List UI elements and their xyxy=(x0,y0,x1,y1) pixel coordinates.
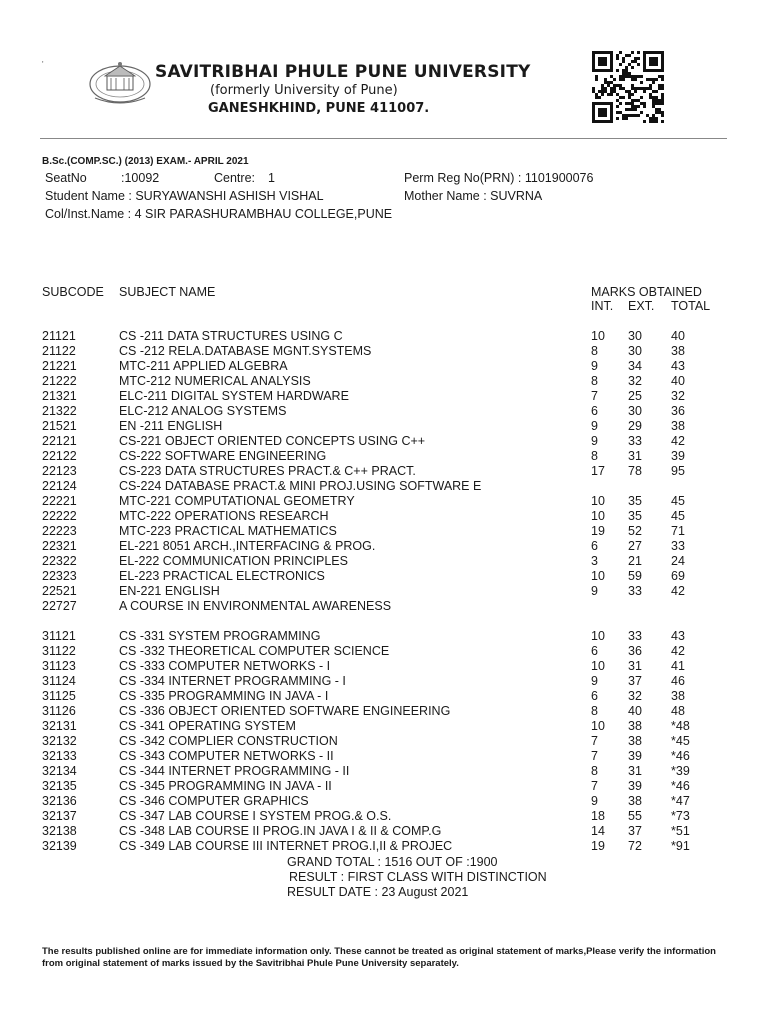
marks-int: 9 xyxy=(591,674,598,688)
marks-ext: 21 xyxy=(628,554,642,568)
marks-int: 7 xyxy=(591,389,598,403)
subject-name: EN-221 ENGLISH xyxy=(119,584,220,598)
table-row xyxy=(0,464,768,479)
centre-label: Centre: xyxy=(214,171,255,185)
marks-int: 8 xyxy=(591,344,598,358)
subject-code: 22122 xyxy=(42,449,77,463)
marks-total: 46 xyxy=(671,674,685,688)
marks-total: 71 xyxy=(671,524,685,538)
marks-ext: 31 xyxy=(628,764,642,778)
subject-name: CS-221 OBJECT ORIENTED CONCEPTS USING C++ xyxy=(119,434,426,448)
marks-total: *48 xyxy=(671,719,690,733)
table-row xyxy=(0,539,768,554)
marks-total: 38 xyxy=(671,344,685,358)
marks-total: *91 xyxy=(671,839,690,853)
table-row xyxy=(0,704,768,719)
marks-total: 42 xyxy=(671,584,685,598)
marks-int: 6 xyxy=(591,644,598,658)
marks-total: 38 xyxy=(671,689,685,703)
subject-code: 32134 xyxy=(42,764,77,778)
table-row xyxy=(0,329,768,344)
subject-name: CS -343 COMPUTER NETWORKS - II xyxy=(119,749,334,763)
header-subcode: SUBCODE xyxy=(42,285,104,299)
marks-int: 19 xyxy=(591,524,605,538)
marks-int: 10 xyxy=(591,659,605,673)
table-row xyxy=(0,779,768,794)
table-row xyxy=(0,764,768,779)
subject-name: CS -212 RELA.DATABASE MGNT.SYSTEMS xyxy=(119,344,372,358)
marks-ext: 40 xyxy=(628,704,642,718)
marks-total: 42 xyxy=(671,434,685,448)
marks-int: 6 xyxy=(591,689,598,703)
subject-code: 31123 xyxy=(42,659,76,673)
marks-ext: 55 xyxy=(628,809,642,823)
subject-name: CS -211 DATA STRUCTURES USING C xyxy=(119,329,343,343)
table-row xyxy=(0,404,768,419)
marks-total: 45 xyxy=(671,494,685,508)
table-row xyxy=(0,629,768,644)
subject-code: 22222 xyxy=(42,509,77,523)
marks-ext: 37 xyxy=(628,674,642,688)
subject-name: MTC-221 COMPUTATIONAL GEOMETRY xyxy=(119,494,355,508)
subject-name: CS -331 SYSTEM PROGRAMMING xyxy=(119,629,321,643)
marks-ext: 35 xyxy=(628,494,642,508)
table-row xyxy=(0,644,768,659)
table-row xyxy=(0,824,768,839)
subject-name: CS -341 OPERATING SYSTEM xyxy=(119,719,296,733)
marks-ext: 30 xyxy=(628,344,642,358)
table-row xyxy=(0,509,768,524)
marks-total: *39 xyxy=(671,764,690,778)
student-name: Student Name : SURYAWANSHI ASHISH VISHAL xyxy=(45,189,324,203)
table-row xyxy=(0,344,768,359)
subject-code: 21121 xyxy=(42,329,76,343)
marks-int: 8 xyxy=(591,704,598,718)
subject-name: EL-221 8051 ARCH.,INTERFACING & PROG. xyxy=(119,539,376,553)
marks-ext: 35 xyxy=(628,509,642,523)
marks-ext: 32 xyxy=(628,689,642,703)
college-name: Col/Inst.Name : 4 SIR PARASHURAMBHAU COLLEGE,PUNE xyxy=(45,207,393,221)
marks-int: 8 xyxy=(591,374,598,388)
subject-name: CS -333 COMPUTER NETWORKS - I xyxy=(119,659,331,673)
marks-ext: 59 xyxy=(628,569,642,583)
table-row xyxy=(0,839,768,854)
table-row xyxy=(0,734,768,749)
marks-ext: 52 xyxy=(628,524,642,538)
subject-name: ELC-211 DIGITAL SYSTEM HARDWARE xyxy=(119,389,349,403)
header-marks-obtained: MARKS OBTAINED xyxy=(591,285,702,299)
table-row xyxy=(0,719,768,734)
marks-int: 17 xyxy=(591,464,605,478)
marks-total: *47 xyxy=(671,794,690,808)
subject-name: CS-222 SOFTWARE ENGINEERING xyxy=(119,449,327,463)
subject-code: 22521 xyxy=(42,584,77,598)
table-row xyxy=(0,674,768,689)
corner-tick: ' xyxy=(42,60,44,69)
subject-name: A COURSE IN ENVIRONMENTAL AWARENESS xyxy=(119,599,392,613)
marks-total: 33 xyxy=(671,539,685,553)
marks-total: 40 xyxy=(671,374,685,388)
marks-ext: 31 xyxy=(628,659,642,673)
table-row xyxy=(0,569,768,584)
table-row xyxy=(0,524,768,539)
marks-total: 38 xyxy=(671,419,685,433)
table-row xyxy=(0,434,768,449)
subject-code: 22223 xyxy=(42,524,77,538)
university-address: GANESHKHIND, PUNE 411007. xyxy=(208,101,430,116)
subject-name: CS -336 OBJECT ORIENTED SOFTWARE ENGINEERING xyxy=(119,704,451,718)
subject-code: 21322 xyxy=(42,404,77,418)
grand-total: GRAND TOTAL : 1516 OUT OF :1900 xyxy=(287,855,498,869)
subject-name: CS -345 PROGRAMMING IN JAVA - II xyxy=(119,779,332,793)
header-ext: EXT. xyxy=(628,299,655,313)
marks-total: 95 xyxy=(671,464,685,478)
marks-ext: 30 xyxy=(628,329,642,343)
subject-name: CS -342 COMPLIER CONSTRUCTION xyxy=(119,734,338,748)
table-row xyxy=(0,419,768,434)
header-int: INT. xyxy=(591,299,614,313)
subject-name: ELC-212 ANALOG SYSTEMS xyxy=(119,404,287,418)
subject-name: MTC-223 PRACTICAL MATHEMATICS xyxy=(119,524,337,538)
marks-ext: 39 xyxy=(628,779,642,793)
subject-code: 22121 xyxy=(42,434,77,448)
table-row xyxy=(0,599,768,614)
prn-number: Perm Reg No(PRN) : 1101900076 xyxy=(404,171,594,185)
subject-name: MTC-212 NUMERICAL ANALYSIS xyxy=(119,374,311,388)
marks-total: 40 xyxy=(671,329,685,343)
subject-code: 22221 xyxy=(42,494,77,508)
table-row xyxy=(0,659,768,674)
marks-ext: 32 xyxy=(628,374,642,388)
marks-int: 9 xyxy=(591,794,598,808)
marks-int: 10 xyxy=(591,629,605,643)
marks-total: *73 xyxy=(671,809,690,823)
marks-ext: 36 xyxy=(628,644,642,658)
subject-name: CS-224 DATABASE PRACT.& MINI PROJ.USING SOFTWARE E xyxy=(119,479,482,493)
table-row xyxy=(0,449,768,464)
marks-total: *46 xyxy=(671,749,690,763)
marks-total: 32 xyxy=(671,389,685,403)
subject-name: EL-223 PRACTICAL ELECTRONICS xyxy=(119,569,325,583)
disclaimer-text: The results published online are for immediate information only. These cannot be treated as original statement of marks,Please verify the information from original statement of marks issued by the Savitribhai Phule Pune University separately. xyxy=(42,946,716,969)
table-row xyxy=(0,794,768,809)
marks-int: 3 xyxy=(591,554,598,568)
subject-code: 32132 xyxy=(42,734,77,748)
subject-name: EN -211 ENGLISH xyxy=(119,419,223,433)
subject-name: CS -334 INTERNET PROGRAMMING - I xyxy=(119,674,346,688)
subject-name: CS -347 LAB COURSE I SYSTEM PROG.& O.S. xyxy=(119,809,392,823)
result-date: RESULT DATE : 23 August 2021 xyxy=(287,885,469,899)
marks-total: 39 xyxy=(671,449,685,463)
subject-code: 21222 xyxy=(42,374,77,388)
marks-total: 48 xyxy=(671,704,685,718)
marks-ext: 30 xyxy=(628,404,642,418)
marks-ext: 33 xyxy=(628,584,642,598)
subject-name: EL-222 COMMUNICATION PRINCIPLES xyxy=(119,554,348,568)
subject-name: CS -344 INTERNET PROGRAMMING - II xyxy=(119,764,350,778)
marks-ext: 31 xyxy=(628,449,642,463)
table-row xyxy=(0,689,768,704)
marks-int: 10 xyxy=(591,494,605,508)
exam-title: B.Sc.(COMP.SC.) (2013) EXAM.- APRIL 2021 xyxy=(42,156,249,167)
marks-int: 8 xyxy=(591,764,598,778)
marks-total: 36 xyxy=(671,404,685,418)
subject-code: 21321 xyxy=(42,389,77,403)
marks-int: 9 xyxy=(591,434,598,448)
result: RESULT : FIRST CLASS WITH DISTINCTION xyxy=(289,870,547,884)
marks-int: 6 xyxy=(591,539,598,553)
marks-int: 14 xyxy=(591,824,605,838)
marks-int: 9 xyxy=(591,359,598,373)
subject-code: 21521 xyxy=(42,419,77,433)
marks-ext: 38 xyxy=(628,719,642,733)
marks-int: 10 xyxy=(591,719,605,733)
qr-code-icon xyxy=(588,50,672,124)
university-former-name: (formerly University of Pune) xyxy=(210,83,398,98)
marks-total: 69 xyxy=(671,569,685,583)
subject-name: CS -349 LAB COURSE III INTERNET PROG.I,II & PROJEC xyxy=(119,839,453,853)
subject-code: 32138 xyxy=(42,824,77,838)
marks-int: 10 xyxy=(591,569,605,583)
marks-int: 10 xyxy=(591,329,605,343)
marks-total: *51 xyxy=(671,824,690,838)
marks-int: 9 xyxy=(591,419,598,433)
marks-ext: 39 xyxy=(628,749,642,763)
university-name: SAVITRIBHAI PHULE PUNE UNIVERSITY xyxy=(155,62,531,82)
table-row xyxy=(0,359,768,374)
seat-label: SeatNo xyxy=(45,171,87,185)
marks-total: 41 xyxy=(671,659,685,673)
table-row xyxy=(0,494,768,509)
table-row xyxy=(0,749,768,764)
table-row xyxy=(0,389,768,404)
marks-ext: 38 xyxy=(628,734,642,748)
marks-int: 9 xyxy=(591,584,598,598)
table-row xyxy=(0,584,768,599)
marks-int: 7 xyxy=(591,779,598,793)
subject-code: 31125 xyxy=(42,689,76,703)
subject-code: 32139 xyxy=(42,839,77,853)
marks-ext: 37 xyxy=(628,824,642,838)
subject-code: 22323 xyxy=(42,569,77,583)
subject-code: 21122 xyxy=(42,344,76,358)
marks-int: 18 xyxy=(591,809,605,823)
subject-name: CS-223 DATA STRUCTURES PRACT.& C++ PRACT. xyxy=(119,464,416,478)
table-row xyxy=(0,809,768,824)
mother-name: Mother Name : SUVRNA xyxy=(404,189,543,203)
subject-code: 22123 xyxy=(42,464,77,478)
header-total: TOTAL xyxy=(671,299,711,313)
marks-total: 24 xyxy=(671,554,685,568)
subject-code: 32133 xyxy=(42,749,77,763)
university-emblem-icon xyxy=(85,58,155,108)
marks-total: 43 xyxy=(671,359,685,373)
marks-ext: 72 xyxy=(628,839,642,853)
marks-int: 10 xyxy=(591,509,605,523)
subject-name: CS -348 LAB COURSE II PROG.IN JAVA I & II & COMP.G xyxy=(119,824,442,838)
marks-int: 8 xyxy=(591,449,598,463)
subject-code: 32136 xyxy=(42,794,77,808)
table-row xyxy=(0,374,768,389)
marks-ext: 29 xyxy=(628,419,642,433)
centre-value: 1 xyxy=(268,171,275,185)
seat-number: :10092 xyxy=(121,171,160,185)
marks-ext: 38 xyxy=(628,794,642,808)
subject-code: 32131 xyxy=(42,719,77,733)
subject-name: CS -335 PROGRAMMING IN JAVA - I xyxy=(119,689,329,703)
subject-code: 32137 xyxy=(42,809,77,823)
marks-total: *46 xyxy=(671,779,690,793)
subject-code: 22124 xyxy=(42,479,77,493)
subject-name: MTC-211 APPLIED ALGEBRA xyxy=(119,359,288,373)
marks-total: *45 xyxy=(671,734,690,748)
subject-code: 21221 xyxy=(42,359,77,373)
marks-ext: 34 xyxy=(628,359,642,373)
marks-ext: 78 xyxy=(628,464,642,478)
subject-code: 22727 xyxy=(42,599,77,613)
subject-name: MTC-222 OPERATIONS RESEARCH xyxy=(119,509,329,523)
header-subject-name: SUBJECT NAME xyxy=(119,285,216,299)
marks-ext: 27 xyxy=(628,539,642,553)
subject-code: 31122 xyxy=(42,644,76,658)
marks-ext: 25 xyxy=(628,389,642,403)
table-row xyxy=(0,554,768,569)
subject-code: 22321 xyxy=(42,539,77,553)
subject-name: CS -332 THEORETICAL COMPUTER SCIENCE xyxy=(119,644,390,658)
subject-code: 31124 xyxy=(42,674,76,688)
marks-int: 6 xyxy=(591,404,598,418)
marks-total: 45 xyxy=(671,509,685,523)
subject-name: CS -346 COMPUTER GRAPHICS xyxy=(119,794,309,808)
marks-int: 19 xyxy=(591,839,605,853)
marks-ext: 33 xyxy=(628,629,642,643)
marks-total: 42 xyxy=(671,644,685,658)
subject-code: 22322 xyxy=(42,554,77,568)
marks-int: 7 xyxy=(591,749,598,763)
marks-ext: 33 xyxy=(628,434,642,448)
subject-code: 31126 xyxy=(42,704,76,718)
table-row xyxy=(0,479,768,494)
subject-code: 32135 xyxy=(42,779,77,793)
subject-code: 31121 xyxy=(42,629,76,643)
marks-int: 7 xyxy=(591,734,598,748)
header-divider xyxy=(40,138,727,139)
marks-total: 43 xyxy=(671,629,685,643)
